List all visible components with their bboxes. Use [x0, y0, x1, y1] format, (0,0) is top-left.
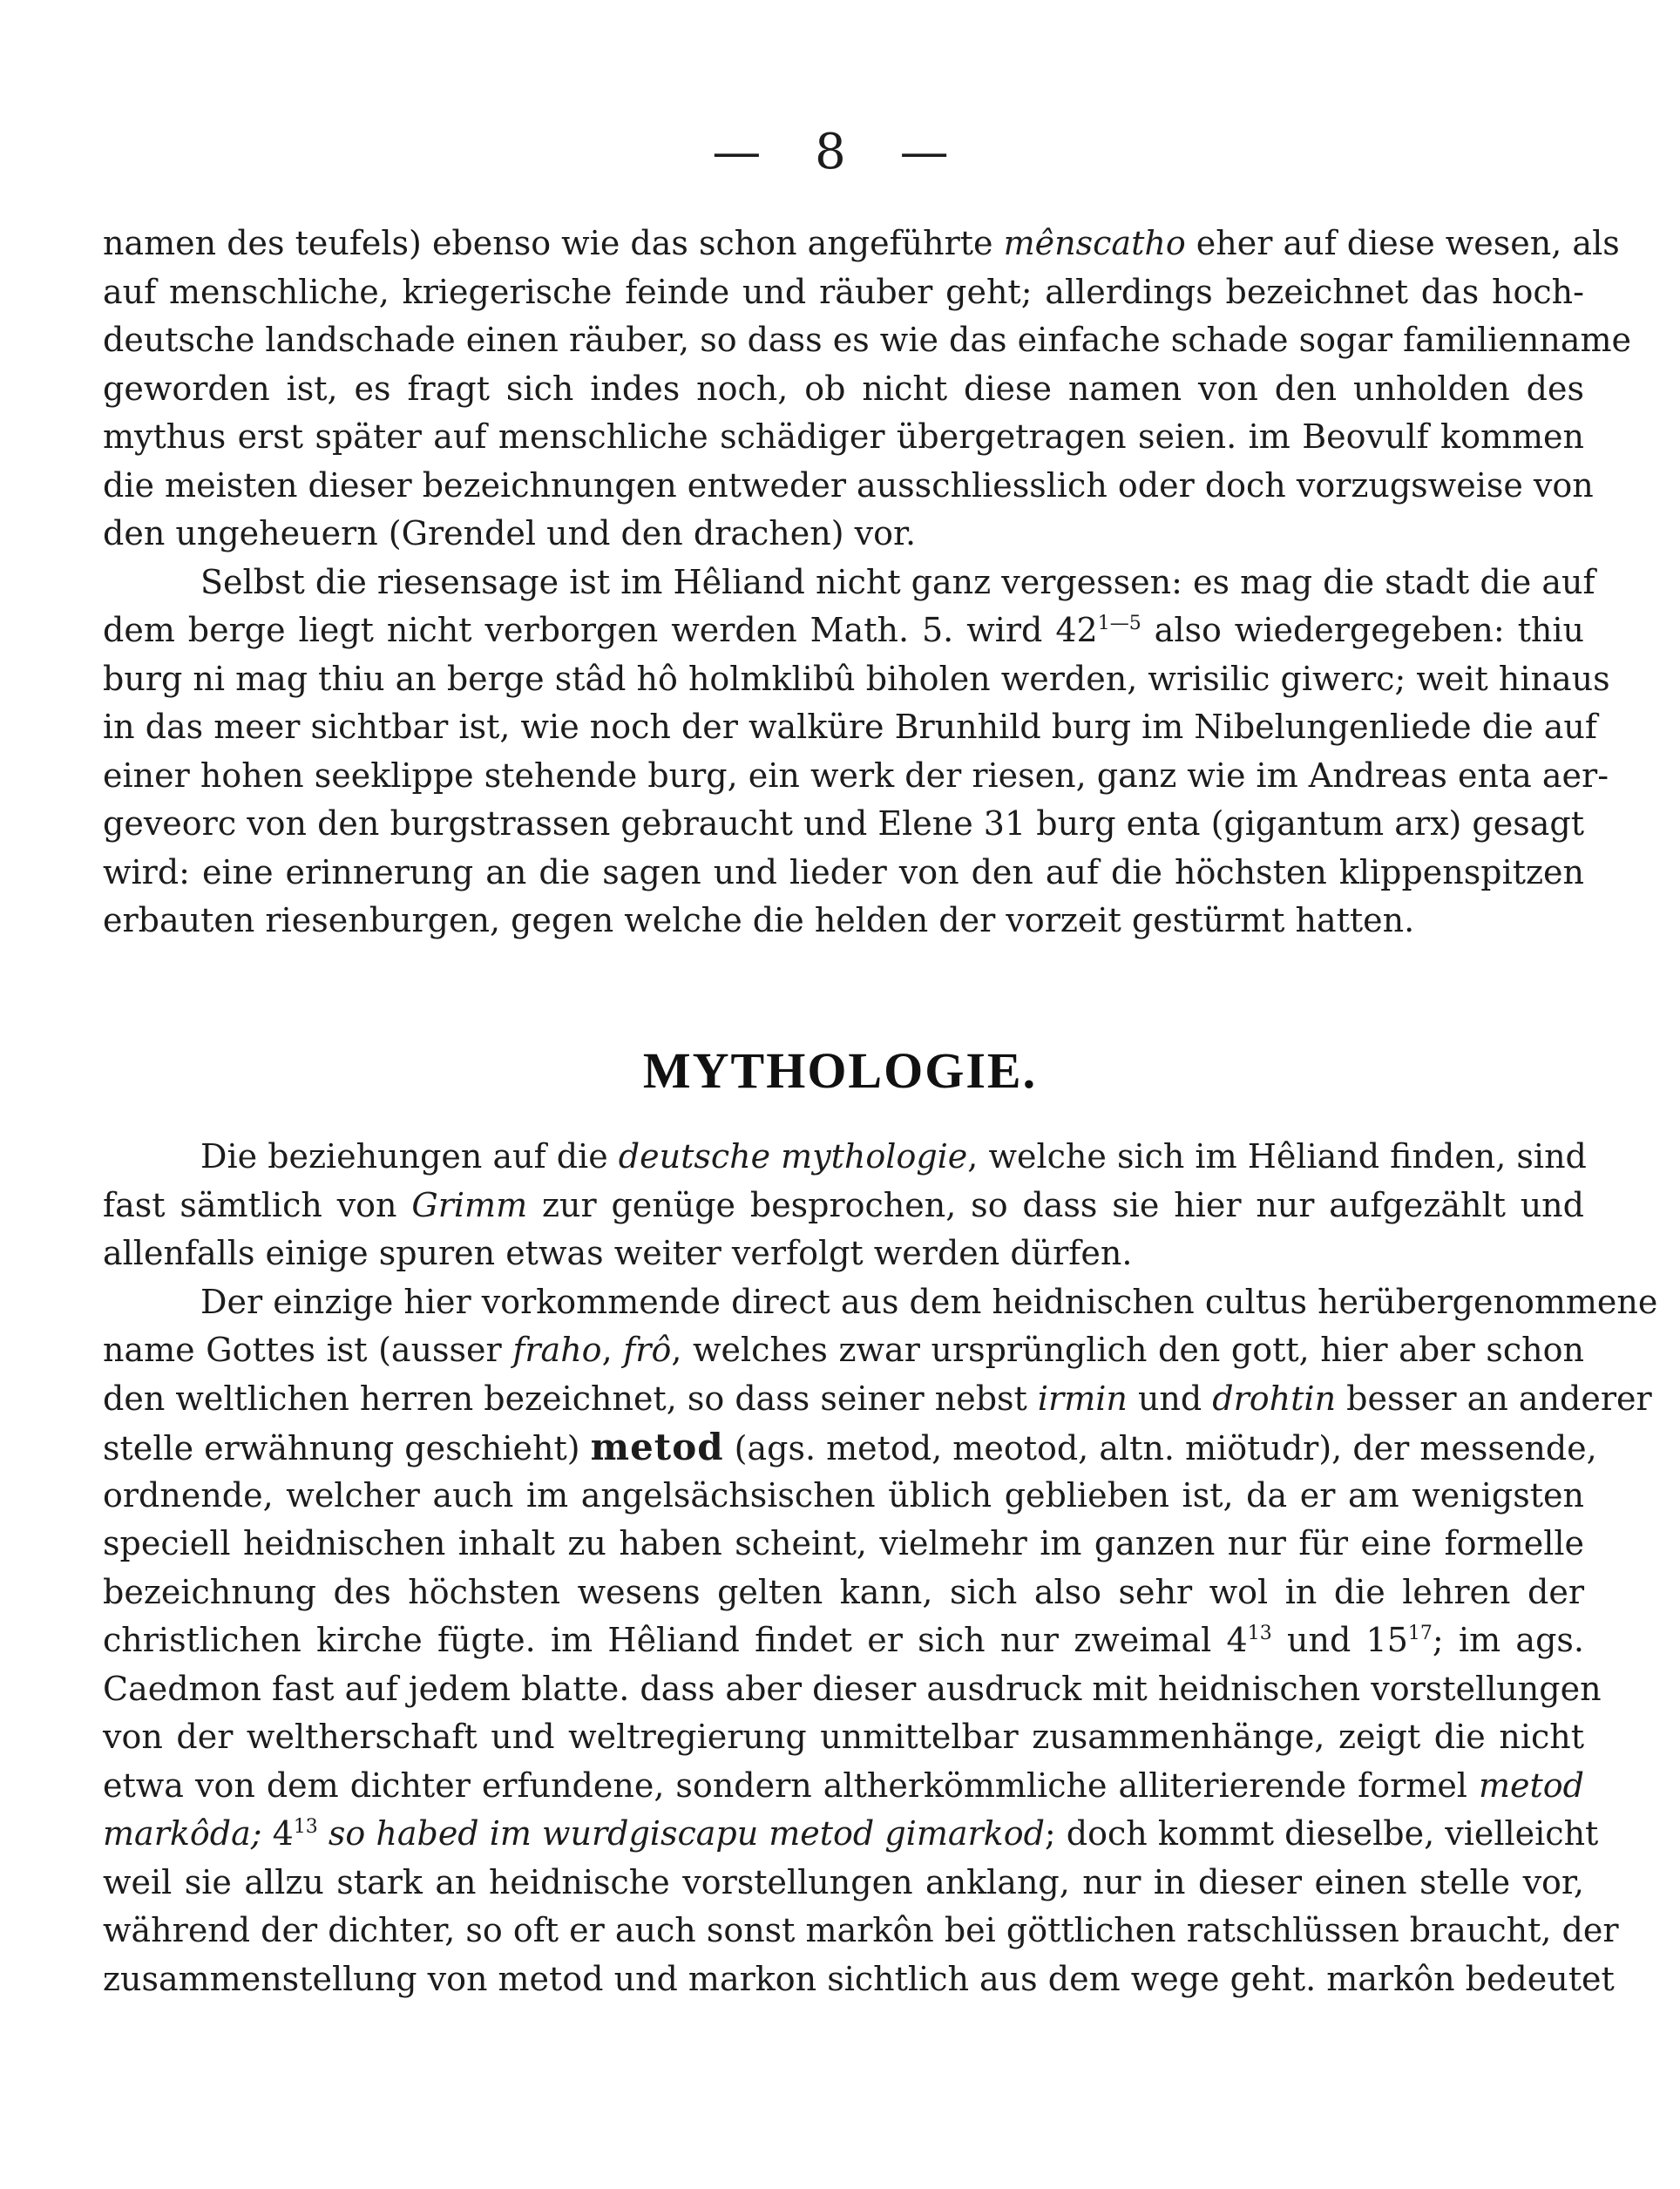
text-line	[103, 365, 1584, 414]
text-run: mythus erst später auf menschliche schädiger übergetragen seien. im Beovulf kommen	[103, 417, 1584, 456]
text-run: namen des teufels) ebenso wie das schon angeführte	[103, 224, 1004, 262]
text-run: einer hohen seeklippe stehende burg, ein werk der riesen, ganz wie im Andreas enta aer-	[103, 756, 1609, 795]
text-line	[103, 1375, 1652, 1424]
text-run: und	[1127, 1379, 1213, 1418]
superscript-reference: 17	[1407, 1623, 1433, 1644]
text-run: wird: eine erinnerung an die sagen und lieder von den auf die höchsten klippenspitzen	[103, 852, 1584, 891]
text-run: die meisten dieser bezeichnungen entweder ausschliesslich oder doch vorzugsweise von	[103, 465, 1594, 505]
text-run: burg ni mag thiu an berge stâd hô holmklibû biholen werden, wrisilic giwerc; weit hinaus	[103, 659, 1610, 698]
text-line	[103, 1472, 1584, 1521]
text-line	[103, 559, 1595, 607]
text-line	[103, 1810, 1599, 1859]
italic-text: so habed im wurdgiscapu metod gimarkod	[328, 1814, 1045, 1853]
text-line	[103, 413, 1584, 462]
text-line	[103, 316, 1631, 365]
italic-text: markôda;	[103, 1814, 262, 1853]
text-line	[103, 1665, 1602, 1714]
text-run: 4	[261, 1814, 294, 1853]
text-run: geworden ist, es fragt sich indes noch, ob nicht diese namen von den unholden des	[103, 369, 1584, 408]
text-line	[103, 849, 1584, 898]
text-run: also wiedergegeben: thiu	[1141, 611, 1584, 649]
text-run: eher auf diese wesen, als	[1185, 224, 1620, 262]
italic-text: metod	[1479, 1765, 1584, 1805]
text-line	[103, 1762, 1584, 1811]
text-block-intro	[103, 220, 1631, 945]
text-run: dem berge liegt nicht verborgen werden Math. 5. wird 42	[103, 611, 1098, 649]
italic-text: Grimm	[411, 1185, 528, 1224]
text-line	[103, 220, 1620, 268]
text-run: deutsche landschade einen räuber, so dass es wie das einfache schade sogar familienname	[103, 321, 1631, 359]
text-run: ,	[601, 1331, 624, 1369]
text-run: auf menschliche, kriegerische feinde und räuber geht; allerdings bezeichnet das hoch-	[103, 272, 1584, 311]
text-run: und 15	[1271, 1621, 1408, 1659]
text-line	[103, 268, 1584, 317]
text-run: während der dichter, so oft er auch sonst markôn bei göttlichen ratschlüssen braucht, der	[103, 1911, 1619, 1949]
text-line	[103, 1907, 1619, 1955]
text-line	[103, 1182, 1584, 1230]
text-block-mythologie	[103, 1133, 1658, 2003]
superscript-reference: 13	[293, 1816, 318, 1838]
text-run: etwa von dem dichter erfundene, sondern altherkömmliche alliterierende formel	[103, 1765, 1479, 1805]
text-line	[103, 897, 1584, 945]
text-line	[103, 1230, 1584, 1278]
text-line	[103, 752, 1609, 801]
text-run: , welches zwar ursprünglich den gott, hier aber schon	[671, 1331, 1585, 1369]
text-line	[103, 1326, 1584, 1375]
text-line	[103, 510, 1584, 559]
text-run: ; doch kommt dieselbe, vielleicht	[1044, 1814, 1599, 1853]
text-line	[103, 1520, 1584, 1569]
text-run: name Gottes ist (ausser	[103, 1331, 513, 1369]
text-line	[103, 462, 1594, 511]
text-run	[318, 1814, 329, 1853]
section-heading-mythologie: MYTHOLOGIE.	[642, 1042, 1038, 1099]
text-run: Die beziehungen auf die	[200, 1137, 619, 1176]
text-run: , welche sich im Hêliand finden, sind	[967, 1137, 1587, 1176]
italic-text: frô	[623, 1331, 672, 1369]
italic-text: mênscatho	[1003, 224, 1186, 262]
text-line	[103, 1278, 1658, 1327]
text-run: fast sämtlich von	[103, 1185, 412, 1224]
text-line	[103, 1616, 1584, 1665]
page-number: — 8 —	[712, 124, 968, 180]
text-line	[103, 1423, 1597, 1472]
text-run: ordnende, welcher auch im angelsächsischen üblich geblieben ist, da er am wenigsten	[103, 1475, 1584, 1515]
text-run: den ungeheuern (Grendel und den drachen) vor.	[103, 514, 917, 552]
text-line	[103, 1955, 1615, 2004]
text-run: speciell heidnischen inhalt zu haben scheint, vielmehr im ganzen nur für eine formelle	[103, 1524, 1584, 1562]
superscript-reference: 13	[1247, 1623, 1272, 1644]
text-run: in das meer sichtbar ist, wie noch der walküre Brunhild burg im Nibelungenliede die auf	[103, 708, 1597, 746]
text-run: geveorc von den burgstrassen gebraucht und Elene 31 burg enta (gigantum arx) gesagt	[103, 804, 1584, 843]
text-run: ; im ags.	[1432, 1621, 1584, 1659]
text-line	[103, 1859, 1584, 1908]
text-run: Selbst die riesensage ist im Hêliand nicht ganz vergessen: es mag die stadt die auf	[200, 562, 1595, 601]
text-run: christlichen kirche fügte. im Hêliand findet er sich nur zweimal 4	[103, 1621, 1248, 1659]
bold-term: metod	[590, 1426, 724, 1468]
text-run: stelle erwähnung geschieht)	[103, 1429, 591, 1467]
text-line	[103, 655, 1610, 704]
text-line	[103, 703, 1597, 752]
text-run: Caedmon fast auf jedem blatte. dass aber dieser ausdruck mit heidnischen vorstellungen	[103, 1669, 1602, 1708]
text-run: den weltlichen herren bezeichnet, so dass seiner nebst	[103, 1379, 1038, 1418]
text-line	[103, 800, 1584, 849]
text-run: erbauten riesenburgen, gegen welche die helden der vorzeit gestürmt hatten.	[103, 901, 1415, 939]
text-run: von der weltherschaft und weltregierung unmittelbar zusammenhänge, zeigt die nicht	[103, 1718, 1584, 1756]
text-run: weil sie allzu stark an heidnische vorstellungen anklang, nur in dieser einen stelle vor,	[103, 1862, 1584, 1901]
italic-text: deutsche mythologie	[618, 1137, 968, 1176]
text-run: bezeichnung des höchsten wesens gelten kann, sich also sehr wol in die lehren der	[103, 1572, 1584, 1611]
italic-text: drohtin	[1212, 1379, 1337, 1418]
text-run: zusammenstellung von metod und markon sichtlich aus dem wege geht. markôn bedeutet	[103, 1959, 1615, 1998]
text-run: allenfalls einige spuren etwas weiter verfolgt werden dürfen.	[103, 1234, 1133, 1272]
italic-text: irmin	[1037, 1379, 1128, 1418]
text-run: (ags. metod, meotod, altn. miötudr), der messende,	[723, 1429, 1597, 1467]
text-line	[103, 1569, 1584, 1617]
text-run: besser an anderer	[1336, 1379, 1652, 1418]
superscript-reference: 1—5	[1097, 613, 1141, 634]
text-line	[103, 1713, 1584, 1762]
text-line	[103, 1133, 1587, 1182]
text-run: Der einzige hier vorkommende direct aus dem heidnischen cultus herübergenommene	[200, 1282, 1658, 1321]
text-line	[103, 607, 1584, 655]
italic-text: fraho	[512, 1331, 602, 1369]
text-run: zur genüge besprochen, so dass sie hier nur aufgezählt und	[527, 1185, 1584, 1224]
